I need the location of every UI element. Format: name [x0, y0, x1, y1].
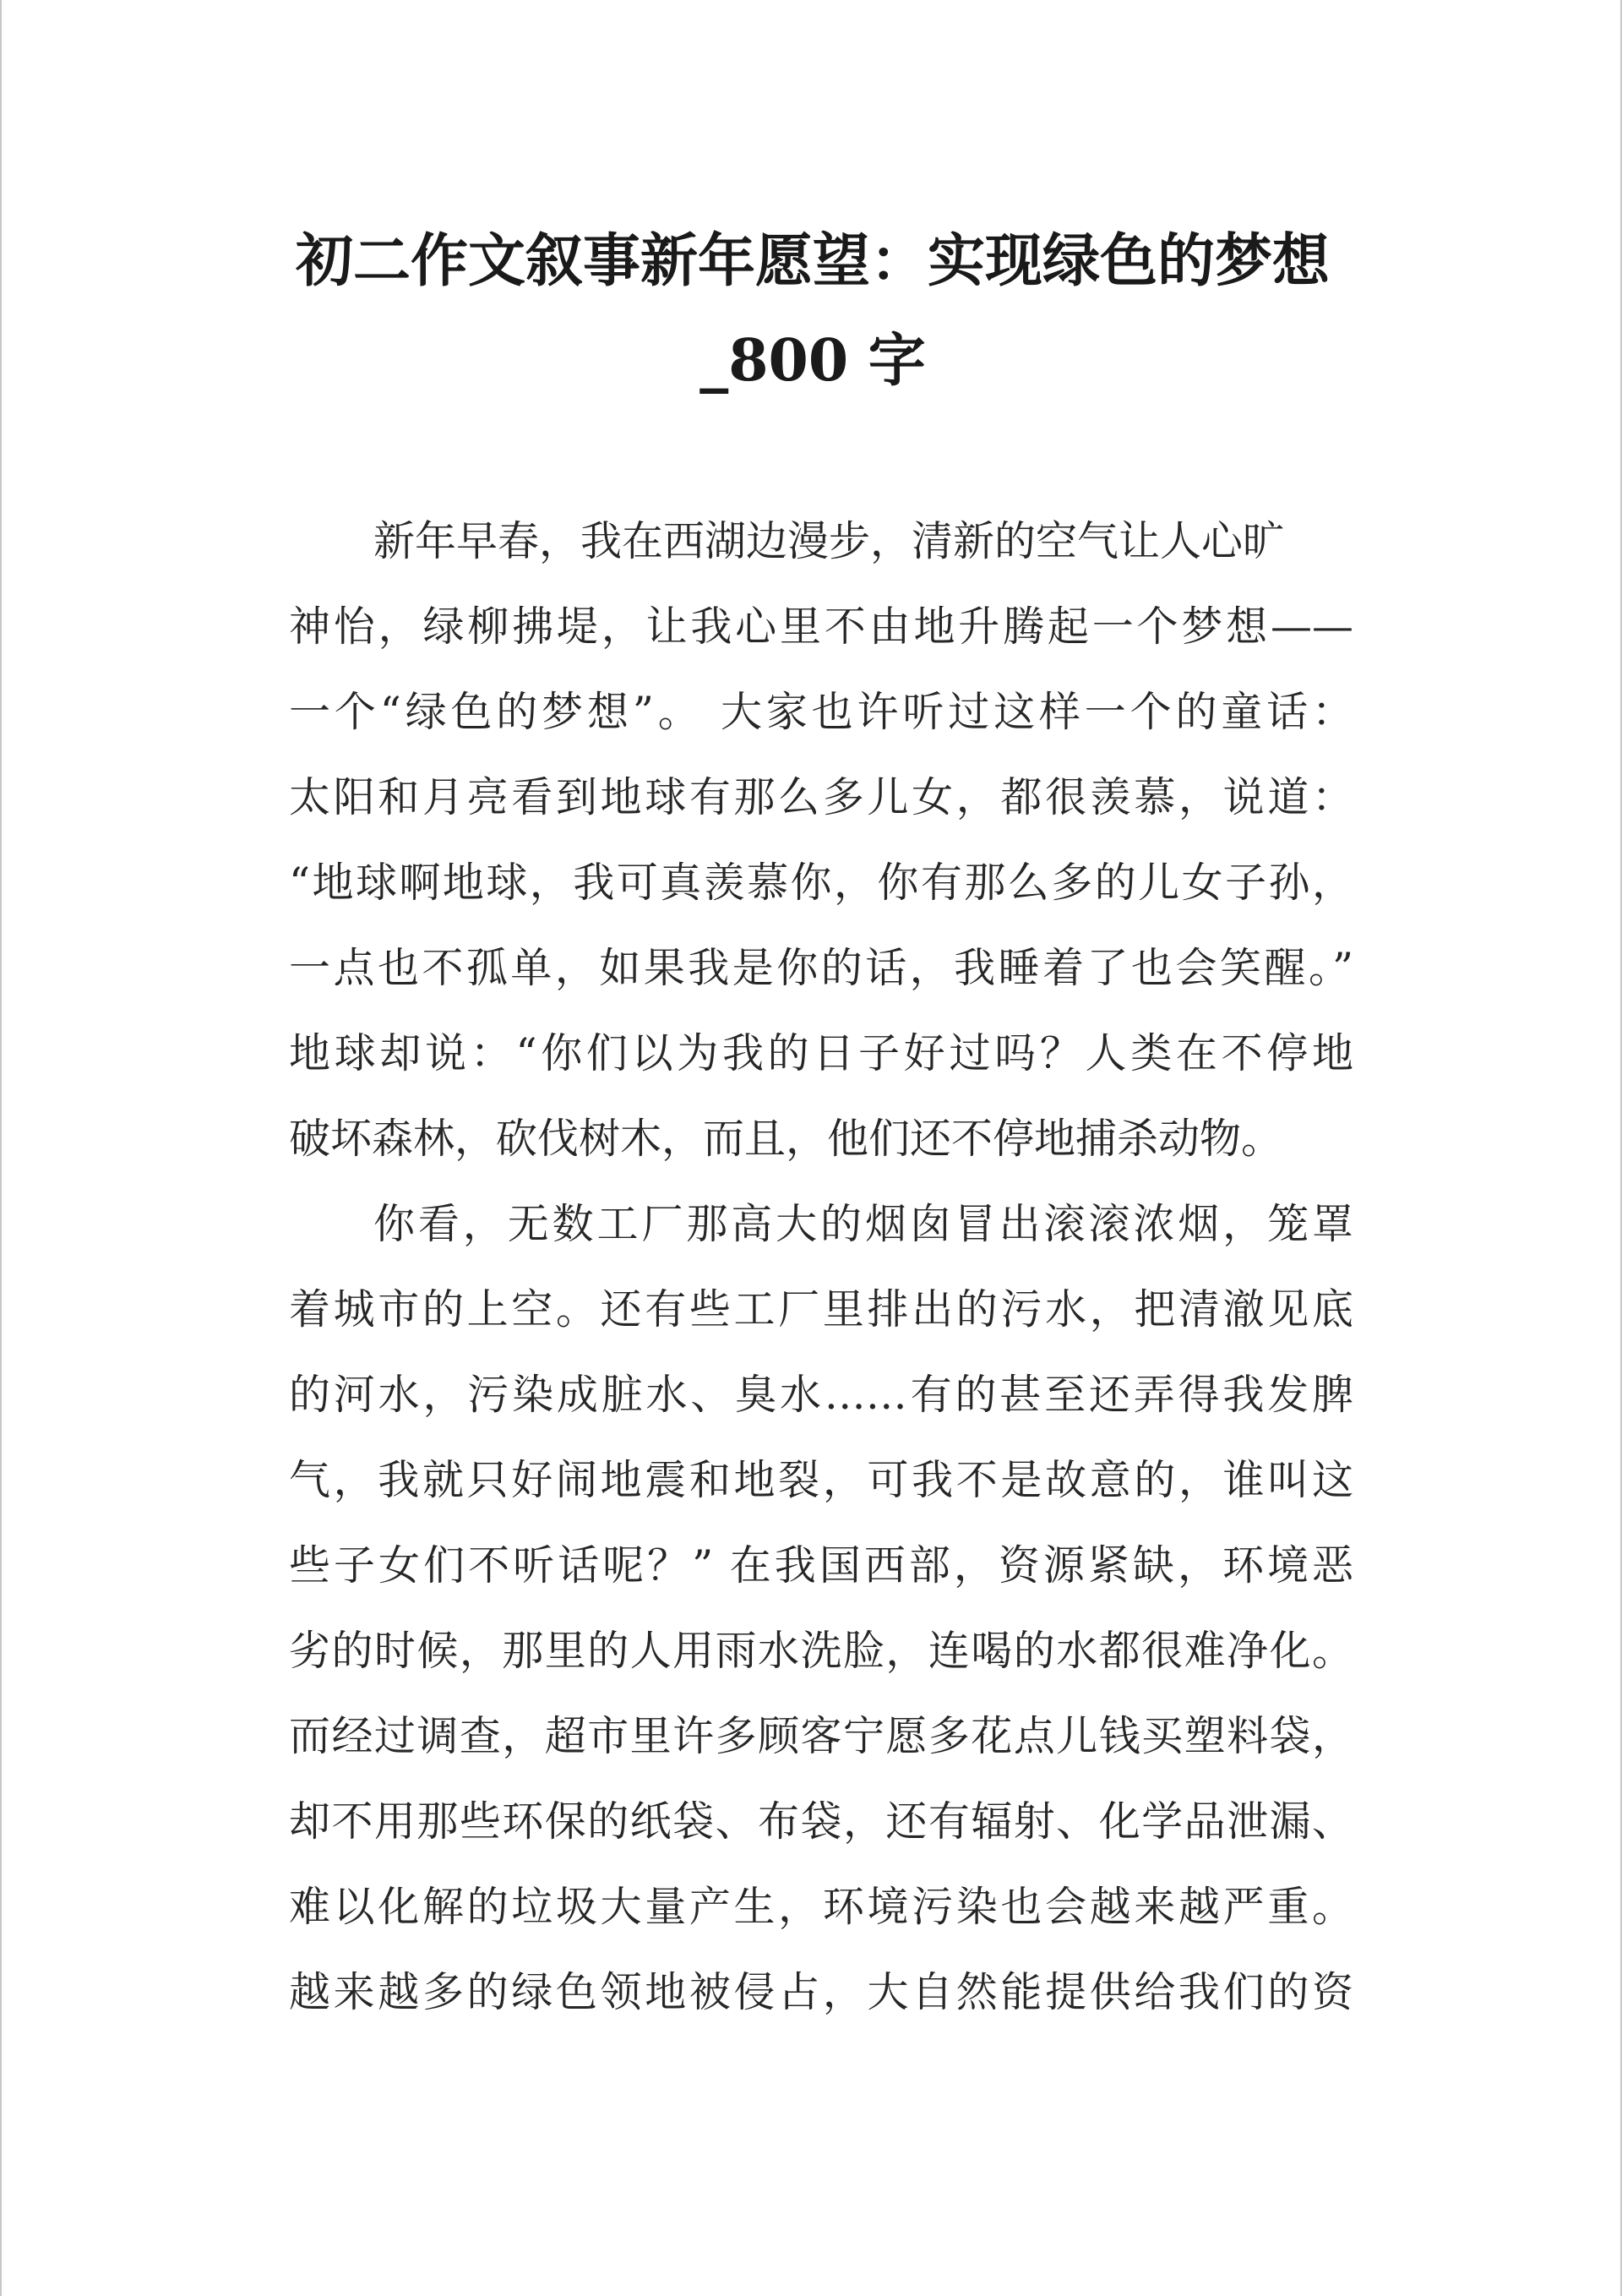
- paragraph-line: 而经过调查，超市里许多顾客宁愿多花点儿钱买塑料袋，: [289, 1712, 1353, 1760]
- page-title: [238, 211, 1387, 411]
- paragraph-line: 越来越多的绿色领地被侵占，大自然能提供给我们的资: [289, 1968, 1353, 2016]
- paragraph-line: “地球啊地球，我可真羡慕你，你有那么多的儿女子孙，: [289, 859, 1353, 907]
- paragraph-line: 破坏森林，砍伐树木，而且，他们还不停地捕杀动物。: [289, 1115, 1283, 1163]
- paragraph-line: 的河水，污染成脏水、臭水……有的甚至还弄得我发脾: [289, 1371, 1353, 1419]
- paragraph-line: 气，我就只好闹地震和地裂，可我不是故意的，谁叫这: [289, 1456, 1353, 1504]
- paragraph-line: 却不用那些环保的纸袋、布袋，还有辐射、化学品泄漏、: [289, 1797, 1353, 1846]
- paragraph-line: 些子女们不听话呢？” 在我国西部，资源紧缺，环境恶: [289, 1541, 1353, 1590]
- paragraph-line: 新年早春，我在西湖边漫步，清新的空气让人心旷: [373, 517, 1285, 565]
- paragraph-line: 你看，无数工厂那高大的烟囱冒出滚滚浓烟，笼罩: [373, 1200, 1353, 1248]
- paragraph-line: 一点也不孤单，如果我是你的话，我睡着了也会笑醒。”: [289, 944, 1353, 992]
- paragraph-line: 一个“绿色的梦想”。 大家也许听过这样一个的童话：: [289, 688, 1353, 736]
- paragraph-line: 劣的时候，那里的人用雨水洗脸，连喝的水都很难净化。: [289, 1627, 1353, 1675]
- paragraph-line: 地球却说：“你们以为我的日子好过吗？人类在不停地: [289, 1029, 1353, 1077]
- title-line-2: _800 字: [699, 327, 926, 395]
- article-body: [289, 499, 1353, 2035]
- paragraph-line: 难以化解的垃圾大量产生，环境污染也会越来越严重。: [289, 1883, 1353, 1931]
- paragraph-line: 太阳和月亮看到地球有那么多儿女，都很羡慕，说道：: [289, 773, 1353, 821]
- paragraph-line: 神怡，绿柳拂堤，让我心里不由地升腾起一个梦想——: [289, 603, 1353, 651]
- title-line-1: 初二作文叙事新年愿望：实现绿色的梦想: [295, 227, 1330, 295]
- paragraph-line: 着城市的上空。还有些工厂里排出的污水，把清澈见底: [289, 1285, 1353, 1333]
